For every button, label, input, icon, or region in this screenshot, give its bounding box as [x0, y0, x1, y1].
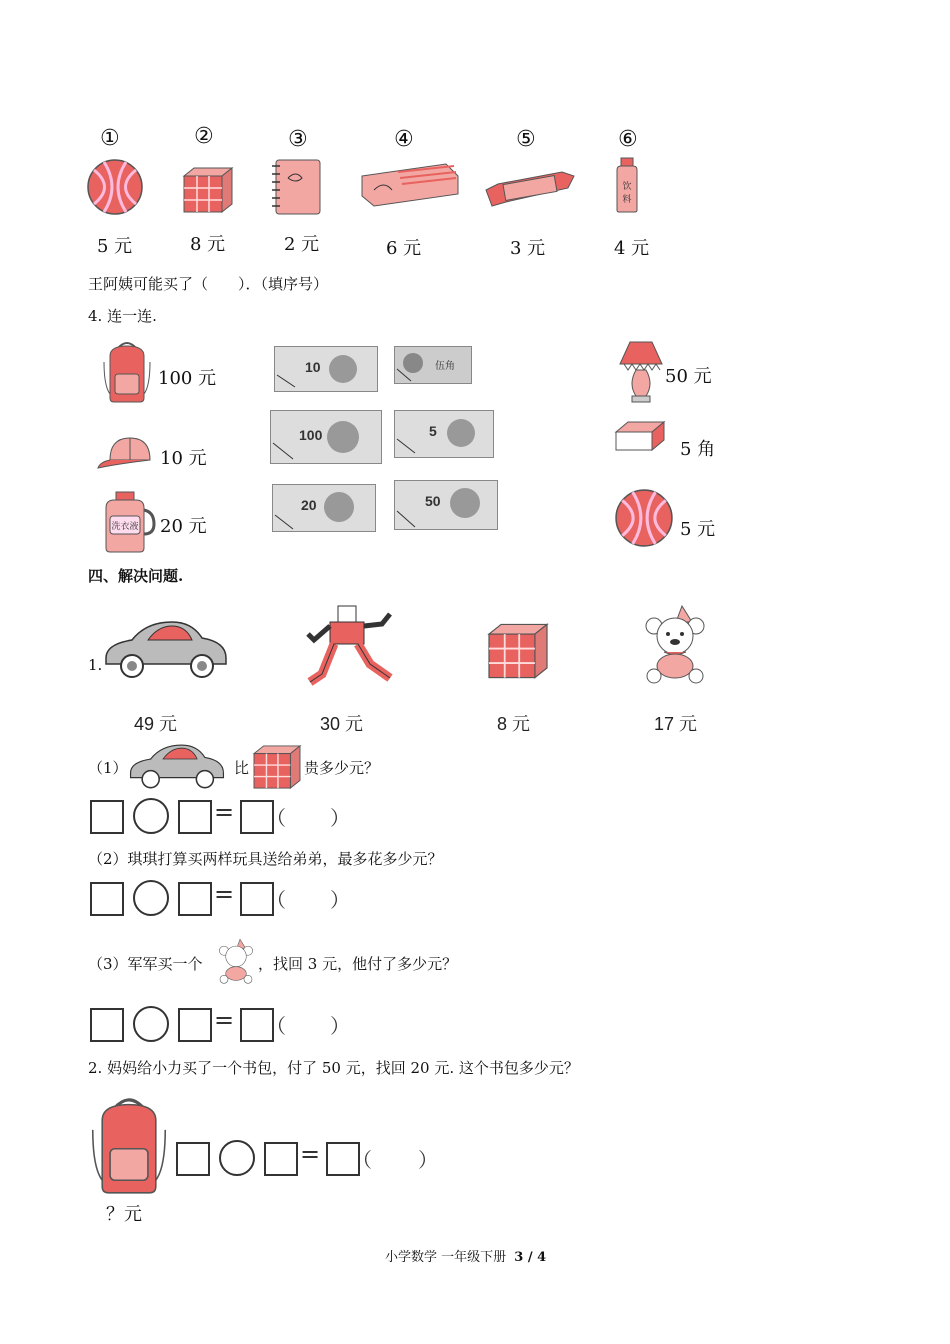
candy-icon	[484, 166, 576, 210]
answer-box[interactable]	[178, 1008, 212, 1042]
svg-text:饮: 饮	[622, 182, 632, 192]
ball-price: 5 元	[680, 519, 716, 540]
sub3-prefix: （3）军军买一个	[88, 955, 203, 973]
banknote-50	[394, 480, 498, 530]
item-price-3: 2 元	[284, 234, 320, 255]
item-price-2: 8 元	[190, 234, 226, 255]
backpack-price: 100 元	[158, 368, 217, 389]
page-footer	[385, 1246, 546, 1265]
rubiks-cube-icon	[252, 744, 302, 790]
teddy-bear-icon	[216, 936, 256, 986]
toy-price-bear: 17 元	[654, 714, 698, 734]
item-price-5: 3 元	[510, 238, 546, 259]
toy-price-cube: 8 元	[497, 714, 531, 734]
operator-circle[interactable]	[133, 880, 169, 916]
teddy-bear-icon	[640, 604, 710, 684]
eraser-price: 5 角	[680, 439, 716, 460]
question-1-number: 1.	[88, 656, 103, 674]
operator-circle[interactable]	[133, 1006, 169, 1042]
banknote-10	[274, 346, 378, 392]
cap-price: 10 元	[160, 448, 207, 469]
banknote-20-value: 20	[301, 497, 317, 513]
answer-box[interactable]	[264, 1142, 298, 1176]
banknote-1-label: 伍角	[435, 361, 455, 372]
answer-box[interactable]	[178, 882, 212, 916]
banknote-1	[394, 346, 472, 384]
bottle-price: 20 元	[160, 516, 207, 537]
unit-paren-open: （	[266, 888, 286, 912]
answer-box[interactable]	[90, 882, 124, 916]
detergent-label: 洗衣液	[111, 522, 139, 532]
lamp-icon	[618, 340, 664, 404]
equals-sign: =	[214, 1006, 235, 1034]
equals-sign: =	[214, 798, 235, 826]
unit-paren-open: （	[266, 1014, 286, 1038]
item-price-4: 6 元	[386, 238, 422, 259]
sub2-text: （2）琪琪打算买两样玩具送给弟弟，最多花多少元？	[88, 850, 443, 868]
answer-box[interactable]	[90, 800, 124, 834]
answer-line: 王阿姨可能买了（ ）．（填序号）	[88, 275, 329, 293]
answer-box[interactable]	[176, 1142, 210, 1176]
ball-icon	[86, 158, 144, 216]
rubiks-cube-icon	[486, 622, 550, 680]
section-title: 4. 连一连.	[88, 307, 157, 325]
backpack-unknown-price: ？元	[106, 1204, 142, 1225]
backpack-icon	[102, 338, 152, 404]
sub1-mid: 比	[234, 759, 250, 777]
unit-paren-close: ）	[330, 888, 350, 912]
footer-text: 小学数学 一年级下册	[385, 1250, 507, 1265]
drink-bottle-icon	[612, 156, 642, 214]
sub3-suffix: ，找回 3 元，他付了多少元？	[258, 955, 458, 973]
sub1-suffix: 贵多少元？	[304, 759, 380, 777]
unit-paren-open: （	[352, 1148, 372, 1172]
operator-circle[interactable]	[133, 798, 169, 834]
item-number-6: ⑥	[618, 127, 638, 152]
ball-icon	[614, 488, 674, 548]
svg-text:料: 料	[622, 195, 632, 205]
banknote-100	[270, 410, 382, 464]
banknote-100-value: 100	[299, 427, 323, 443]
pencil-case-icon	[358, 162, 460, 208]
page-number: 3 / 4	[514, 1250, 547, 1265]
lamp-price: 50 元	[665, 366, 712, 387]
answer-box[interactable]	[178, 800, 212, 834]
toy-price-car: 49 元	[134, 714, 178, 734]
notebook-icon	[270, 158, 322, 216]
banknote-20	[272, 484, 376, 532]
equals-sign: =	[300, 1140, 321, 1168]
banknote-50-value: 50	[425, 493, 441, 509]
part-title: 四、解决问题.	[88, 567, 184, 585]
cap-icon	[96, 434, 156, 470]
banknote-10-value: 10	[305, 359, 321, 375]
item-number-4: ④	[394, 127, 414, 152]
backpack-icon	[88, 1092, 170, 1196]
toy-car-icon	[102, 618, 230, 680]
unit-paren-close: ）	[330, 806, 350, 830]
unit-paren-close: ）	[418, 1148, 438, 1172]
eraser-icon	[614, 420, 666, 452]
item-price-1: 5 元	[97, 236, 133, 257]
banknote-5	[394, 410, 494, 458]
robot-icon	[300, 604, 396, 686]
sub1-prefix: （1）	[88, 759, 128, 777]
operator-circle[interactable]	[219, 1140, 255, 1176]
equals-sign: =	[214, 880, 235, 908]
item-number-1: ①	[100, 126, 120, 151]
question-2-text: 2. 妈妈给小力买了一个书包，付了 50 元，找回 20 元. 这个书包多少元？	[88, 1059, 579, 1077]
rubiks-cube-icon	[182, 166, 234, 214]
toy-price-robot: 30 元	[320, 714, 364, 734]
banknote-5-value: 5	[429, 423, 437, 439]
answer-box[interactable]	[90, 1008, 124, 1042]
detergent-bottle-icon	[100, 490, 156, 554]
unit-paren-close: ）	[330, 1014, 350, 1038]
item-number-2: ②	[194, 124, 214, 149]
toy-car-icon	[122, 742, 232, 790]
unit-paren-open: （	[266, 806, 286, 830]
item-price-6: 4 元	[614, 238, 650, 259]
item-number-5: ⑤	[516, 127, 536, 152]
item-number-3: ③	[288, 127, 308, 152]
